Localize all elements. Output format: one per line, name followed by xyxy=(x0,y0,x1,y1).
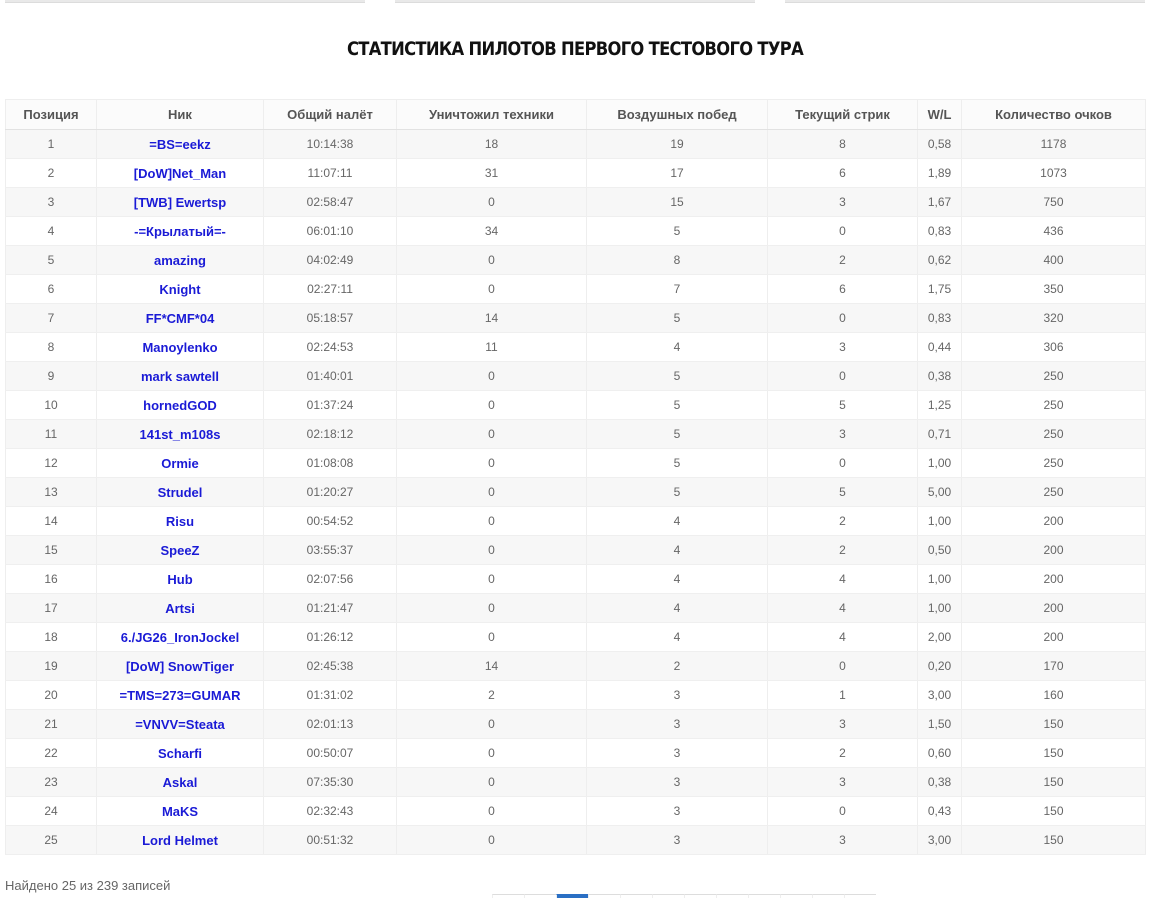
cell-nick xyxy=(97,681,264,710)
cell-nick xyxy=(97,391,264,420)
cell-air-victories: 8 xyxy=(587,246,768,275)
top-strip-segment-middle xyxy=(395,0,755,3)
cell-nick xyxy=(97,217,264,246)
cell-wl: 0,62 xyxy=(918,246,962,275)
cell-nick xyxy=(97,362,264,391)
cell-ground-kills: 0 xyxy=(397,623,587,652)
column-header-current-streak[interactable]: Текущий стрик xyxy=(768,100,918,130)
cell-nick xyxy=(97,768,264,797)
cell-current-streak: 6 xyxy=(768,159,918,188)
cell-air-victories: 5 xyxy=(587,304,768,333)
pilot-nick-link[interactable]: =BS=eekz xyxy=(149,136,211,152)
cell-points: 170 xyxy=(962,652,1146,681)
pagination-page-button[interactable] xyxy=(620,894,652,898)
cell-nick xyxy=(97,449,264,478)
table-header-row xyxy=(6,100,1146,130)
cell-nick xyxy=(97,652,264,681)
cell-points: 1178 xyxy=(962,130,1146,159)
pagination-page-button[interactable] xyxy=(652,894,684,898)
cell-wl: 0,71 xyxy=(918,420,962,449)
table-row xyxy=(6,507,1146,536)
table-row xyxy=(6,420,1146,449)
cell-ground-kills: 0 xyxy=(397,536,587,565)
cell-air-victories: 4 xyxy=(587,536,768,565)
pilot-nick-link[interactable]: Risu xyxy=(165,513,195,529)
table-row xyxy=(6,362,1146,391)
cell-position: 15 xyxy=(6,536,97,565)
pilot-nick-link[interactable]: 6./JG26_IronJockel xyxy=(120,629,240,645)
table-row xyxy=(6,391,1146,420)
cell-current-streak: 0 xyxy=(768,449,918,478)
cell-nick xyxy=(97,536,264,565)
cell-points: 250 xyxy=(962,391,1146,420)
pilot-nick-link[interactable]: Manoylenko xyxy=(142,339,218,355)
cell-flight-time: 11:07:11 xyxy=(264,159,397,188)
table-row xyxy=(6,681,1146,710)
cell-nick xyxy=(97,826,264,855)
records-info: Найдено 25 из 239 записей xyxy=(5,878,171,893)
cell-ground-kills: 0 xyxy=(397,826,587,855)
cell-wl: 0,58 xyxy=(918,130,962,159)
cell-air-victories: 5 xyxy=(587,478,768,507)
pagination-page-button[interactable] xyxy=(684,894,716,898)
pagination-page-button[interactable] xyxy=(556,894,588,898)
top-strip-segment-left xyxy=(5,0,365,3)
pilot-nick-link[interactable]: MaKS xyxy=(161,803,199,819)
column-header-flight-time[interactable]: Общий налёт xyxy=(264,100,397,130)
table-row xyxy=(6,159,1146,188)
cell-nick xyxy=(97,739,264,768)
cell-points: 200 xyxy=(962,507,1146,536)
cell-current-streak: 0 xyxy=(768,797,918,826)
cell-wl: 0,83 xyxy=(918,304,962,333)
table-row xyxy=(6,188,1146,217)
cell-wl: 3,00 xyxy=(918,681,962,710)
cell-flight-time: 02:58:47 xyxy=(264,188,397,217)
cell-current-streak: 1 xyxy=(768,681,918,710)
cell-ground-kills: 0 xyxy=(397,391,587,420)
cell-current-streak: 2 xyxy=(768,246,918,275)
cell-nick xyxy=(97,507,264,536)
cell-flight-time: 01:20:27 xyxy=(264,478,397,507)
cell-current-streak: 3 xyxy=(768,188,918,217)
cell-current-streak: 0 xyxy=(768,362,918,391)
cell-current-streak: 0 xyxy=(768,304,918,333)
pagination xyxy=(492,894,876,898)
cell-flight-time: 01:37:24 xyxy=(264,391,397,420)
cell-current-streak: 2 xyxy=(768,507,918,536)
cell-flight-time: 01:08:08 xyxy=(264,449,397,478)
table-row xyxy=(6,768,1146,797)
column-header-position[interactable]: Позиция xyxy=(6,100,97,130)
cell-air-victories: 4 xyxy=(587,565,768,594)
cell-flight-time: 02:45:38 xyxy=(264,652,397,681)
pilot-nick-link[interactable]: =VNVV=Steata xyxy=(135,716,225,732)
cell-air-victories: 4 xyxy=(587,623,768,652)
cell-wl: 0,38 xyxy=(918,768,962,797)
cell-air-victories: 17 xyxy=(587,159,768,188)
cell-position: 9 xyxy=(6,362,97,391)
cell-air-victories: 2 xyxy=(587,652,768,681)
cell-flight-time: 02:32:43 xyxy=(264,797,397,826)
cell-ground-kills: 0 xyxy=(397,246,587,275)
pilot-nick-link[interactable]: Strudel xyxy=(157,484,203,500)
table-row xyxy=(6,246,1146,275)
cell-flight-time: 02:27:11 xyxy=(264,275,397,304)
pagination-page-button[interactable] xyxy=(588,894,620,898)
table-row xyxy=(6,594,1146,623)
cell-position: 19 xyxy=(6,652,97,681)
cell-wl: 0,83 xyxy=(918,217,962,246)
pagination-page-button[interactable] xyxy=(524,894,556,898)
cell-current-streak: 4 xyxy=(768,565,918,594)
cell-current-streak: 5 xyxy=(768,391,918,420)
cell-air-victories: 15 xyxy=(587,188,768,217)
cell-position: 5 xyxy=(6,246,97,275)
cell-air-victories: 19 xyxy=(587,130,768,159)
cell-current-streak: 3 xyxy=(768,768,918,797)
cell-points: 250 xyxy=(962,420,1146,449)
table-row xyxy=(6,304,1146,333)
cell-position: 6 xyxy=(6,275,97,304)
table-row xyxy=(6,333,1146,362)
table-row xyxy=(6,275,1146,304)
cell-current-streak: 6 xyxy=(768,275,918,304)
cell-wl: 5,00 xyxy=(918,478,962,507)
cell-nick xyxy=(97,159,264,188)
cell-current-streak: 3 xyxy=(768,710,918,739)
cell-ground-kills: 0 xyxy=(397,449,587,478)
cell-points: 200 xyxy=(962,536,1146,565)
pilot-nick-link[interactable]: amazing xyxy=(153,252,206,268)
pilot-nick-link[interactable]: Knight xyxy=(159,281,201,297)
cell-air-victories: 4 xyxy=(587,507,768,536)
top-strip-segment-right xyxy=(785,0,1145,3)
cell-flight-time: 02:18:12 xyxy=(264,420,397,449)
cell-wl: 1,00 xyxy=(918,507,962,536)
cell-wl: 1,75 xyxy=(918,275,962,304)
cell-ground-kills: 11 xyxy=(397,333,587,362)
pagination-page-button[interactable] xyxy=(844,894,876,898)
cell-points: 320 xyxy=(962,304,1146,333)
cell-current-streak: 3 xyxy=(768,826,918,855)
cell-nick xyxy=(97,304,264,333)
pilot-nick-link[interactable]: Hub xyxy=(167,571,193,587)
cell-ground-kills: 0 xyxy=(397,420,587,449)
cell-position: 8 xyxy=(6,333,97,362)
cell-position: 23 xyxy=(6,768,97,797)
cell-air-victories: 7 xyxy=(587,275,768,304)
cell-current-streak: 4 xyxy=(768,594,918,623)
cell-wl: 1,00 xyxy=(918,449,962,478)
cell-flight-time: 07:35:30 xyxy=(264,768,397,797)
table-row xyxy=(6,217,1146,246)
pagination-page-button[interactable] xyxy=(492,894,524,898)
cell-position: 24 xyxy=(6,797,97,826)
cell-wl: 3,00 xyxy=(918,826,962,855)
cell-ground-kills: 0 xyxy=(397,739,587,768)
table-row xyxy=(6,478,1146,507)
cell-points: 1073 xyxy=(962,159,1146,188)
table-row xyxy=(6,826,1146,855)
cell-current-streak: 4 xyxy=(768,623,918,652)
pilot-nick-link[interactable]: Lord Helmet xyxy=(142,832,218,848)
cell-wl: 0,44 xyxy=(918,333,962,362)
cell-wl: 0,38 xyxy=(918,362,962,391)
cell-points: 250 xyxy=(962,478,1146,507)
cell-position: 7 xyxy=(6,304,97,333)
cell-ground-kills: 34 xyxy=(397,217,587,246)
cell-points: 350 xyxy=(962,275,1146,304)
cell-points: 200 xyxy=(962,565,1146,594)
cell-current-streak: 2 xyxy=(768,739,918,768)
cell-position: 20 xyxy=(6,681,97,710)
cell-air-victories: 3 xyxy=(587,710,768,739)
cell-flight-time: 04:02:49 xyxy=(264,246,397,275)
cell-air-victories: 4 xyxy=(587,594,768,623)
cell-ground-kills: 0 xyxy=(397,188,587,217)
cell-wl: 0,43 xyxy=(918,797,962,826)
pilot-nick-link[interactable]: [TWB] Ewertsp xyxy=(133,194,227,210)
table-row xyxy=(6,797,1146,826)
cell-wl: 2,00 xyxy=(918,623,962,652)
pilot-nick-link[interactable]: FF*CMF*04 xyxy=(145,310,215,326)
cell-ground-kills: 0 xyxy=(397,507,587,536)
pilot-stats-table xyxy=(5,99,1146,855)
cell-wl: 0,50 xyxy=(918,536,962,565)
cell-nick xyxy=(97,565,264,594)
cell-wl: 1,89 xyxy=(918,159,962,188)
cell-flight-time: 00:50:07 xyxy=(264,739,397,768)
cell-air-victories: 3 xyxy=(587,826,768,855)
pilot-nick-link[interactable]: SpeeZ xyxy=(160,542,200,558)
cell-position: 17 xyxy=(6,594,97,623)
cell-flight-time: 05:18:57 xyxy=(264,304,397,333)
cell-flight-time: 01:40:01 xyxy=(264,362,397,391)
pilot-nick-link[interactable]: mark sawtell xyxy=(140,368,220,384)
cell-wl: 1,25 xyxy=(918,391,962,420)
pilot-nick-link[interactable]: -=Крылатый=- xyxy=(134,223,226,239)
cell-current-streak: 8 xyxy=(768,130,918,159)
pagination-page-button[interactable] xyxy=(748,894,780,898)
cell-position: 10 xyxy=(6,391,97,420)
cell-flight-time: 01:31:02 xyxy=(264,681,397,710)
table-row xyxy=(6,739,1146,768)
cell-current-streak: 2 xyxy=(768,536,918,565)
cell-points: 150 xyxy=(962,826,1146,855)
column-header-ground-kills[interactable]: Уничтожил техники xyxy=(397,100,587,130)
cell-air-victories: 3 xyxy=(587,768,768,797)
table-row xyxy=(6,536,1146,565)
pilot-nick-link[interactable]: 141st_m108s xyxy=(139,426,221,442)
pilot-nick-link[interactable]: Ormie xyxy=(161,455,199,471)
cell-points: 200 xyxy=(962,594,1146,623)
column-header-nick[interactable]: Ник xyxy=(97,100,264,130)
cell-flight-time: 02:01:13 xyxy=(264,710,397,739)
cell-nick xyxy=(97,797,264,826)
cell-points: 150 xyxy=(962,710,1146,739)
cell-ground-kills: 14 xyxy=(397,652,587,681)
cell-flight-time: 01:21:47 xyxy=(264,594,397,623)
cell-air-victories: 3 xyxy=(587,739,768,768)
cell-wl: 0,60 xyxy=(918,739,962,768)
cell-ground-kills: 18 xyxy=(397,130,587,159)
cell-flight-time: 00:54:52 xyxy=(264,507,397,536)
cell-air-victories: 3 xyxy=(587,797,768,826)
pilot-nick-link[interactable]: hornedGOD xyxy=(143,397,217,413)
table-body xyxy=(6,130,1146,855)
cell-nick xyxy=(97,594,264,623)
pagination-page-button[interactable] xyxy=(716,894,748,898)
cell-position: 18 xyxy=(6,623,97,652)
pilot-nick-link[interactable]: Askal xyxy=(162,774,198,790)
column-header-wl[interactable]: W/L xyxy=(918,100,962,130)
cell-air-victories: 4 xyxy=(587,333,768,362)
cell-air-victories: 5 xyxy=(587,362,768,391)
cell-position: 22 xyxy=(6,739,97,768)
cell-ground-kills: 0 xyxy=(397,797,587,826)
table-row xyxy=(6,623,1146,652)
cell-ground-kills: 0 xyxy=(397,768,587,797)
pilot-nick-link[interactable]: Scharfi xyxy=(157,745,203,761)
table-row xyxy=(6,565,1146,594)
cell-points: 200 xyxy=(962,623,1146,652)
cell-ground-kills: 2 xyxy=(397,681,587,710)
cell-ground-kills: 0 xyxy=(397,275,587,304)
cell-nick xyxy=(97,333,264,362)
cell-flight-time: 06:01:10 xyxy=(264,217,397,246)
cell-position: 12 xyxy=(6,449,97,478)
cell-ground-kills: 14 xyxy=(397,304,587,333)
cell-air-victories: 3 xyxy=(587,681,768,710)
cell-air-victories: 5 xyxy=(587,420,768,449)
cell-flight-time: 02:07:56 xyxy=(264,565,397,594)
cell-position: 14 xyxy=(6,507,97,536)
cell-current-streak: 0 xyxy=(768,217,918,246)
pilot-nick-link[interactable]: Artsi xyxy=(165,600,195,616)
cell-wl: 1,50 xyxy=(918,710,962,739)
cell-position: 3 xyxy=(6,188,97,217)
cell-position: 2 xyxy=(6,159,97,188)
cell-points: 250 xyxy=(962,362,1146,391)
pagination-page-button[interactable] xyxy=(780,894,812,898)
cell-wl: 1,00 xyxy=(918,594,962,623)
cell-flight-time: 10:14:38 xyxy=(264,130,397,159)
cell-current-streak: 3 xyxy=(768,333,918,362)
cell-ground-kills: 0 xyxy=(397,710,587,739)
cell-nick xyxy=(97,130,264,159)
cell-points: 306 xyxy=(962,333,1146,362)
cell-points: 150 xyxy=(962,739,1146,768)
cell-position: 4 xyxy=(6,217,97,246)
cell-current-streak: 0 xyxy=(768,652,918,681)
cell-wl: 0,20 xyxy=(918,652,962,681)
cell-nick xyxy=(97,188,264,217)
cell-points: 150 xyxy=(962,768,1146,797)
top-strip xyxy=(0,0,1150,6)
cell-points: 436 xyxy=(962,217,1146,246)
cell-ground-kills: 0 xyxy=(397,362,587,391)
pilot-nick-link[interactable]: [DoW] SnowTiger xyxy=(125,658,235,674)
table-row xyxy=(6,710,1146,739)
table-row xyxy=(6,449,1146,478)
column-header-air-victories[interactable]: Воздушных побед xyxy=(587,100,768,130)
page-title: СТАТИСТИКА ПИЛОТОВ ПЕРВОГО ТЕСТОВОГО ТУРА xyxy=(346,38,804,60)
cell-wl: 1,00 xyxy=(918,565,962,594)
cell-air-victories: 5 xyxy=(587,449,768,478)
pilot-nick-link[interactable]: =TMS=273=GUMAR xyxy=(119,687,241,703)
cell-air-victories: 5 xyxy=(587,217,768,246)
cell-current-streak: 5 xyxy=(768,478,918,507)
cell-flight-time: 02:24:53 xyxy=(264,333,397,362)
pilot-nick-link[interactable]: [DoW]Net_Man xyxy=(133,165,227,181)
cell-position: 25 xyxy=(6,826,97,855)
cell-flight-time: 00:51:32 xyxy=(264,826,397,855)
cell-position: 13 xyxy=(6,478,97,507)
cell-points: 150 xyxy=(962,797,1146,826)
cell-ground-kills: 0 xyxy=(397,478,587,507)
cell-air-victories: 5 xyxy=(587,391,768,420)
cell-ground-kills: 0 xyxy=(397,565,587,594)
cell-position: 21 xyxy=(6,710,97,739)
cell-ground-kills: 0 xyxy=(397,594,587,623)
cell-nick xyxy=(97,246,264,275)
cell-position: 11 xyxy=(6,420,97,449)
cell-nick xyxy=(97,623,264,652)
cell-wl: 1,67 xyxy=(918,188,962,217)
cell-position: 16 xyxy=(6,565,97,594)
pagination-page-button[interactable] xyxy=(812,894,844,898)
cell-points: 250 xyxy=(962,449,1146,478)
cell-flight-time: 01:26:12 xyxy=(264,623,397,652)
cell-flight-time: 03:55:37 xyxy=(264,536,397,565)
column-header-points[interactable]: Количество очков xyxy=(962,100,1146,130)
cell-nick xyxy=(97,478,264,507)
cell-points: 400 xyxy=(962,246,1146,275)
cell-nick xyxy=(97,275,264,304)
cell-points: 750 xyxy=(962,188,1146,217)
cell-nick xyxy=(97,420,264,449)
cell-points: 160 xyxy=(962,681,1146,710)
cell-nick xyxy=(97,710,264,739)
table-row xyxy=(6,130,1146,159)
cell-current-streak: 3 xyxy=(768,420,918,449)
table-row xyxy=(6,652,1146,681)
cell-ground-kills: 31 xyxy=(397,159,587,188)
cell-position: 1 xyxy=(6,130,97,159)
